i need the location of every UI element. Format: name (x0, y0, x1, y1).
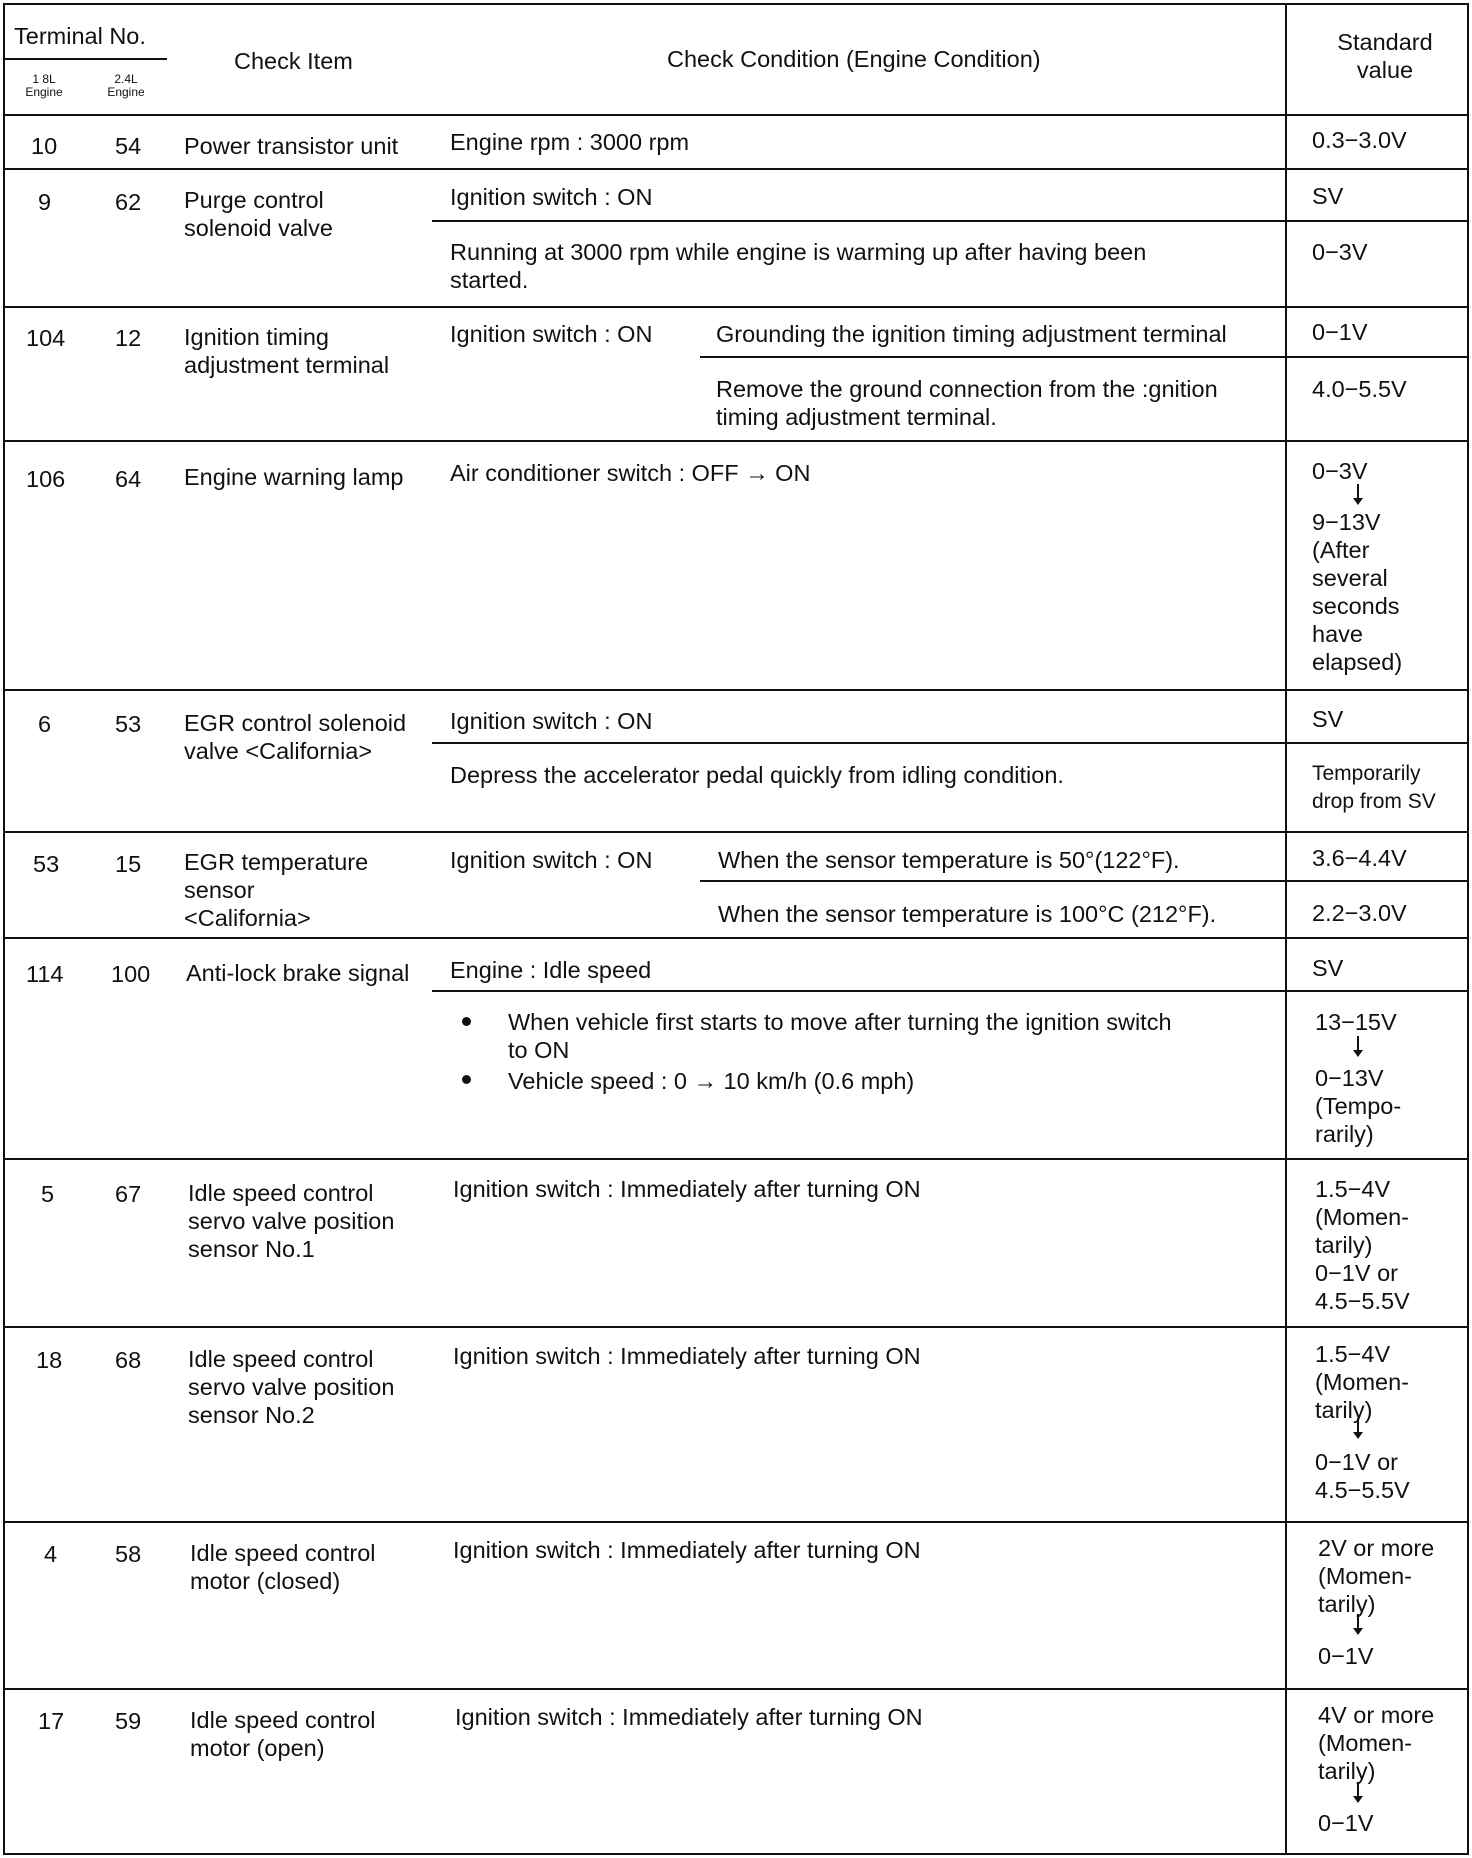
terminal-24l: 100 (111, 961, 151, 987)
terminal-18l: 6 (38, 711, 52, 737)
row-divider (3, 1521, 1469, 1523)
arrow-down-icon (1352, 484, 1364, 506)
terminal-18l: 4 (44, 1541, 58, 1567)
condition-divider (700, 880, 1469, 882)
table-border-bottom (3, 1853, 1469, 1855)
header-standard-value: Standard value (1337, 29, 1433, 83)
check-item: Engine warning lamp (184, 464, 404, 490)
terminal-18l: 10 (31, 133, 58, 159)
check-condition: Ignition switch : Immediately after turning ON (453, 1176, 921, 1202)
standard-value: SV (1312, 706, 1344, 732)
row-divider (3, 1326, 1469, 1328)
bullet-condition: When vehicle first starts to move after turning the ignition switch to ON (508, 1009, 1172, 1063)
terminal-18l: 9 (38, 189, 52, 215)
check-item: Ignition timing adjustment terminal (184, 324, 390, 378)
standard-value: 2.2−3.0V (1312, 900, 1407, 926)
check-condition-main: Ignition switch : ON (450, 321, 653, 347)
check-condition: Ignition switch : Immediately after turning ON (453, 1343, 921, 1369)
check-item: Idle speed control motor (closed) (190, 1540, 376, 1594)
check-condition: Engine : Idle speed (450, 957, 652, 983)
check-item: EGR temperature sensor <California> (184, 849, 369, 931)
standard-value: 4V or more (Momen- tarily) (1318, 1702, 1435, 1784)
terminal-18l: 104 (26, 325, 66, 351)
check-item: Power transistor unit (184, 133, 399, 159)
check-item: Idle speed control motor (open) (190, 1707, 376, 1761)
header-check-item: Check Item (234, 48, 353, 74)
terminal-18l: 17 (38, 1708, 65, 1734)
standard-value: Temporarily drop from SV (1312, 762, 1436, 813)
standard-value: 3.6−4.4V (1312, 845, 1407, 871)
table-border-right (1467, 3, 1469, 1854)
table-border-top (3, 3, 1469, 5)
row-divider (3, 440, 1469, 442)
standard-value: 0−3V (1312, 239, 1368, 265)
standard-value: 0−1V (1318, 1643, 1374, 1669)
condition-divider (432, 742, 1469, 744)
column-divider (1285, 3, 1287, 1854)
check-condition: Engine rpm : 3000 rpm (450, 129, 690, 155)
terminal-24l: 59 (115, 1708, 142, 1734)
check-item: Idle speed control servo valve position sensor No.1 (188, 1180, 395, 1262)
check-condition: Air conditioner switch : OFF → ON (450, 460, 811, 486)
condition-divider (432, 990, 1469, 992)
check-item: EGR control solenoid valve <California> (184, 710, 407, 764)
check-condition: Depress the accelerator pedal quickly from idling condition. (450, 762, 1064, 788)
terminal-24l: 62 (115, 189, 142, 215)
bullet-icon (462, 1017, 471, 1026)
terminal-18l: 53 (33, 851, 60, 877)
check-condition: Ignition switch : Immediately after turning ON (453, 1537, 921, 1563)
check-condition: Ignition switch : ON (450, 184, 653, 210)
terminal-18l: 18 (36, 1347, 63, 1373)
arrow-down-icon (1352, 1614, 1364, 1636)
bullet-condition: Vehicle speed : 0 → 10 km/h (0.6 mph) (508, 1068, 915, 1094)
standard-value: 0.3−3.0V (1312, 127, 1407, 153)
standard-value: 2V or more (Momen- tarily) (1318, 1535, 1435, 1617)
header-engine-18: 1 8L Engine (25, 72, 63, 99)
arrow-down-icon (1352, 1782, 1364, 1804)
check-item: Purge control solenoid valve (184, 187, 333, 241)
header-engine-24: 2.4L Engine (107, 72, 145, 99)
row-divider (3, 689, 1469, 691)
terminal-24l: 54 (115, 133, 142, 159)
condition-divider (432, 220, 1469, 222)
check-condition: When the sensor temperature is 50°(122°F). (718, 847, 1180, 873)
standard-value: 0−3V (1312, 458, 1368, 484)
terminal-24l: 12 (115, 325, 142, 351)
row-divider (3, 1158, 1469, 1160)
row-divider (3, 168, 1469, 170)
arrow-down-icon (1352, 1418, 1364, 1440)
terminal-18l: 114 (26, 961, 64, 987)
standard-value: 1.5−4V (Momen- tarily) 0−1V or 4.5−5.5V (1315, 1176, 1410, 1314)
standard-value: 0−13V (Tempo- rarily) (1315, 1065, 1402, 1147)
check-condition: Remove the ground connection from the :gnition timing adjustment terminal. (716, 376, 1218, 430)
table-border-left (3, 3, 5, 1854)
arrow-down-icon (1352, 1036, 1364, 1058)
terminal-18l: 5 (41, 1181, 55, 1207)
standard-value: 13−15V (1315, 1009, 1397, 1035)
header-check-condition: Check Condition (Engine Condition) (667, 46, 1041, 72)
terminal-24l: 68 (115, 1347, 142, 1373)
terminal-subheader-line (5, 58, 167, 60)
terminal-24l: 64 (115, 466, 142, 492)
standard-value: 0−1V (1318, 1810, 1374, 1836)
check-item: Anti-lock brake signal (186, 960, 410, 986)
standard-value: SV (1312, 183, 1344, 209)
check-condition: Grounding the ignition timing adjustment terminal (716, 321, 1227, 347)
standard-value: 1.5−4V (Momen- tarily) (1315, 1341, 1410, 1423)
check-condition-main: Ignition switch : ON (450, 847, 653, 873)
terminal-24l: 67 (115, 1181, 142, 1207)
check-condition: Running at 3000 rpm while engine is warming up after having been started. (450, 239, 1147, 293)
header-terminal-no: Terminal No. (14, 23, 146, 49)
row-divider (3, 1688, 1469, 1690)
row-divider (3, 937, 1469, 939)
terminal-24l: 58 (115, 1541, 142, 1567)
standard-value: 0−1V (1312, 319, 1368, 345)
check-item: Idle speed control servo valve position sensor No.2 (188, 1346, 395, 1428)
standard-value: 4.0−5.5V (1312, 376, 1407, 402)
terminal-18l: 106 (26, 466, 66, 492)
header-divider (3, 114, 1469, 116)
check-condition: Ignition switch : Immediately after turning ON (455, 1704, 923, 1730)
terminal-24l: 15 (115, 851, 142, 877)
check-condition: When the sensor temperature is 100°C (212°F). (718, 901, 1217, 927)
terminal-24l: 53 (115, 711, 142, 737)
standard-value: 0−1V or 4.5−5.5V (1315, 1449, 1410, 1503)
standard-value: 9−13V (After several seconds have elapsed) (1312, 509, 1403, 675)
row-divider (3, 306, 1469, 308)
standard-value: SV (1312, 955, 1344, 981)
condition-divider (700, 356, 1469, 358)
check-condition: Ignition switch : ON (450, 708, 653, 734)
row-divider (3, 831, 1469, 833)
bullet-icon (462, 1075, 471, 1084)
